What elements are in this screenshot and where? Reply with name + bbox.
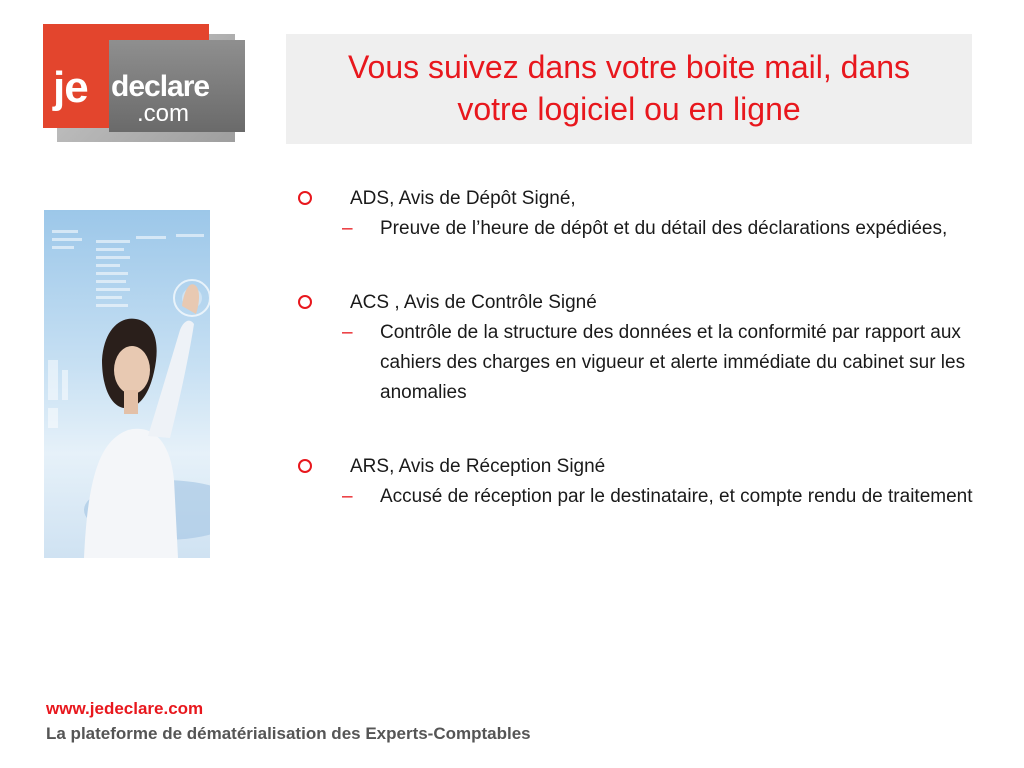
logo-text-je: je: [53, 63, 88, 112]
footer: [46, 697, 531, 747]
logo-text-com: .com: [137, 100, 190, 127]
woman-touchscreen-photo: [44, 210, 210, 558]
jedeclare-logo: [43, 24, 239, 144]
logo-text-declare: declare: [111, 70, 210, 103]
circle-bullet-icon: [298, 295, 312, 309]
footer-tagline: La plateforme de dématérialisation des Experts-Comptables: [46, 724, 531, 743]
sub-item-text: Preuve de l’heure de dépôt et du détail des déclarations expédiées,: [380, 218, 948, 239]
list-item-acs: [298, 288, 988, 318]
slide-title: Vous suivez dans votre boite mail, dans votre logiciel ou en ligne: [347, 49, 911, 127]
dash-icon: –: [342, 218, 353, 239]
circle-bullet-icon: [298, 191, 312, 205]
footer-url-link[interactable]: www.jedeclare.com: [46, 699, 204, 718]
circle-bullet-icon: [298, 459, 312, 473]
bullet-list: [298, 184, 988, 512]
dash-icon: –: [342, 322, 353, 343]
sub-item-text: Accusé de réception par le destinataire, et compte rendu de traitement: [380, 486, 973, 507]
sub-item-ads: [298, 214, 980, 244]
list-item-ars: [298, 452, 988, 482]
list-item-ads: [298, 184, 988, 214]
dash-icon: –: [342, 486, 353, 507]
title-banner: [286, 34, 972, 144]
photo-illustration: [44, 210, 210, 558]
sub-item-ars: [298, 482, 980, 512]
sub-item-text: Contrôle de la structure des données et la conformité par rapport aux cahiers des charges en vigueur et alerte immédiate du cabinet sur les anomalies: [380, 322, 966, 403]
sub-item-acs: [298, 318, 980, 408]
list-item-label: ARS, Avis de Réception Signé: [350, 456, 606, 477]
list-item-label: ACS , Avis de Contrôle Signé: [350, 292, 597, 313]
list-item-label: ADS, Avis de Dépôt Signé,: [350, 188, 576, 209]
